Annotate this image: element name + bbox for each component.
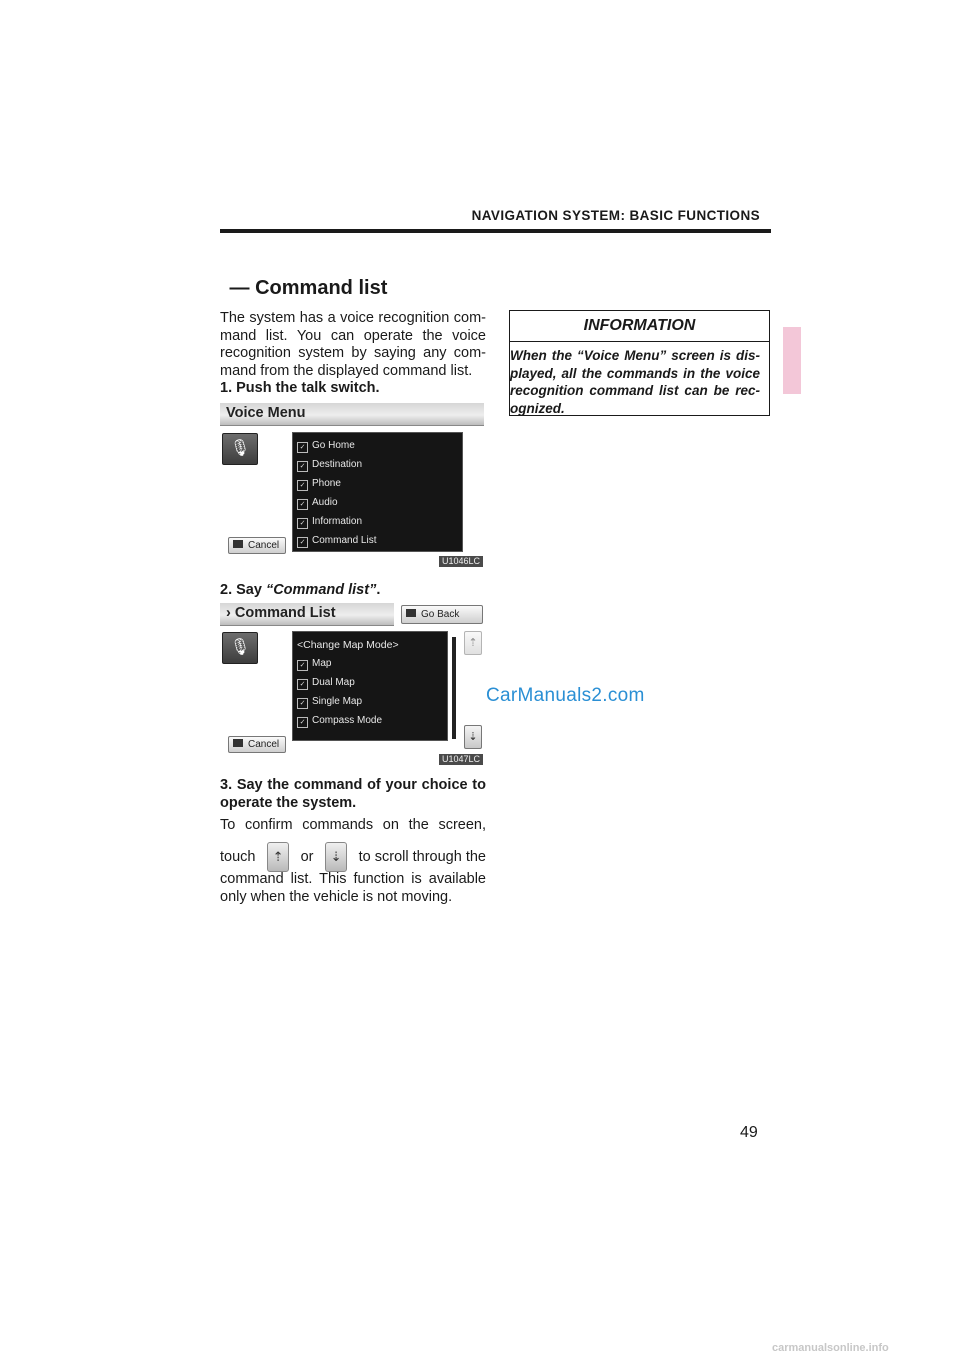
information-text: When the “Voice Menu” screen is dis- played, all the commands in the voice recognition command list can be rec- ognized. <box>510 348 760 416</box>
header-rule <box>220 229 771 233</box>
scroll-up-icon: ⇡ <box>267 842 289 872</box>
list-item: ✓ Information <box>297 516 362 529</box>
list-item: ✓ Dual Map <box>297 677 355 690</box>
voice-menu-screenshot <box>220 403 484 568</box>
step-3 <box>220 777 486 812</box>
step-3-line: operate the system. <box>220 794 357 811</box>
cancel-button: Cancel <box>228 537 286 554</box>
list-group-header: <Change Map Mode> <box>297 639 399 651</box>
intro-line: mand list. You can operate the voice <box>220 327 486 344</box>
running-header: NAVIGATION SYSTEM: BASIC FUNCTIONS <box>471 208 760 223</box>
page-number: 49 <box>740 1124 758 1141</box>
scroll-down-icon: ⇣ <box>464 725 482 749</box>
checkbox-icon: ✓ <box>297 461 308 472</box>
checkbox-icon: ✓ <box>297 537 308 548</box>
footer-watermark: carmanualsonline.info <box>772 1342 889 1354</box>
intro-line: mand from the displayed command list. <box>220 362 473 379</box>
voice-recognition-icon: 🎙 <box>222 632 258 664</box>
voice-menu-title: Voice Menu <box>226 405 306 421</box>
list-item: ✓ Go Home <box>297 440 355 453</box>
step-2: 2. Say “Command list”. <box>220 582 381 598</box>
touch-instruction-line: touch ⇡ or ⇣ to scroll through the <box>220 842 486 872</box>
cancel-button: Cancel <box>228 736 286 753</box>
intro-line: The system has a voice recognition com- <box>220 310 486 326</box>
command-list-screenshot <box>220 603 484 765</box>
go-back-button: Go Back <box>401 605 483 624</box>
figure-code: U1047LC <box>439 754 483 765</box>
list-item: ✓ Map <box>297 658 331 671</box>
command-list-title-bar <box>220 603 394 626</box>
checkbox-icon: ✓ <box>297 518 308 529</box>
section-title: — Command list <box>224 277 388 299</box>
step-3-line: 3. Say the command of your choice to <box>220 777 486 793</box>
list-item: ✓ Destination <box>297 459 362 472</box>
list-item: ✓ Single Map <box>297 696 362 709</box>
information-heading: INFORMATION <box>510 311 769 342</box>
voice-recognition-icon: 🎙 <box>222 433 258 465</box>
scroll-up-icon: ⇡ <box>464 631 482 655</box>
checkbox-icon: ✓ <box>297 480 308 491</box>
voice-menu-title-bar <box>220 403 484 426</box>
step-1: 1. Push the talk switch. <box>220 380 380 396</box>
checkbox-icon: ✓ <box>297 660 308 671</box>
checkbox-icon: ✓ <box>297 679 308 690</box>
information-box <box>509 310 770 416</box>
scroll-down-icon: ⇣ <box>325 842 347 872</box>
section-tab-marker <box>783 327 801 394</box>
command-list-panel <box>292 631 448 741</box>
body-paragraph: command list. This function is available only when the vehicle is not moving. <box>220 871 486 905</box>
figure-code: U1046LC <box>439 556 483 567</box>
list-item: ✓ Compass Mode <box>297 715 382 728</box>
watermark: CarManuals2.com <box>486 685 645 706</box>
checkbox-icon: ✓ <box>297 499 308 510</box>
voice-menu-command-panel <box>292 432 463 552</box>
intro-line: recognition system by saying any com- <box>220 345 486 361</box>
checkbox-icon: ✓ <box>297 698 308 709</box>
list-item: ✓ Command List <box>297 535 376 548</box>
list-item: ✓ Phone <box>297 478 341 491</box>
checkbox-icon: ✓ <box>297 717 308 728</box>
command-list-title: › Command List <box>226 605 336 621</box>
intro-paragraph <box>220 310 486 380</box>
list-item: ✓ Audio <box>297 497 338 510</box>
body-line: To confirm commands on the screen, <box>220 817 486 833</box>
checkbox-icon: ✓ <box>297 442 308 453</box>
scrollbar-track <box>452 637 456 739</box>
